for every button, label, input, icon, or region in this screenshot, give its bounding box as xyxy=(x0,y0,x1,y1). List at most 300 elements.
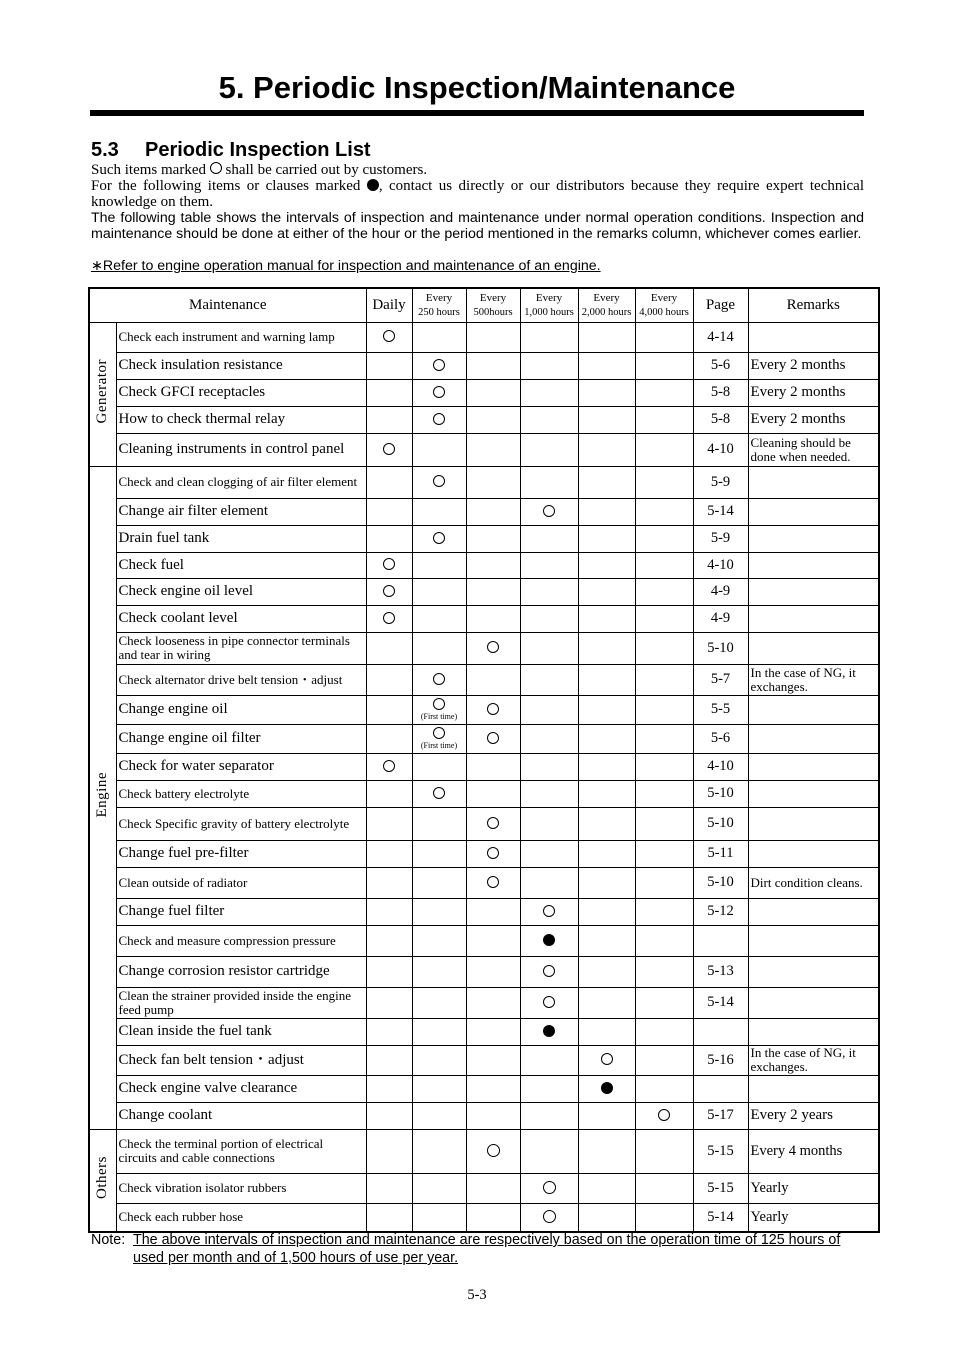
4000h-cell xyxy=(635,753,693,780)
4000h-cell xyxy=(635,1102,693,1129)
250h-cell xyxy=(412,1045,466,1075)
250h-cell xyxy=(412,525,466,552)
remarks xyxy=(748,987,879,1018)
open-circle-icon xyxy=(383,585,395,597)
table-row xyxy=(89,578,879,605)
table-header-row xyxy=(89,288,879,322)
daily-cell xyxy=(366,840,412,867)
250h-cell xyxy=(412,466,466,498)
500h-cell xyxy=(466,605,520,632)
remarks xyxy=(748,695,879,724)
maintenance-item: Cleaning instruments in control panel xyxy=(116,433,366,466)
daily-cell xyxy=(366,1018,412,1045)
remarks xyxy=(748,552,879,578)
section-heading xyxy=(91,139,371,162)
open-circle-icon xyxy=(383,330,395,342)
1000h-cell xyxy=(520,780,578,807)
2000h-cell xyxy=(578,1102,635,1129)
daily-cell xyxy=(366,1203,412,1232)
intro-line2-before: For the following items or clauses marked xyxy=(91,178,361,194)
250h-cell xyxy=(412,1102,466,1129)
table-row xyxy=(89,840,879,867)
daily-cell xyxy=(366,956,412,987)
remarks xyxy=(748,322,879,352)
remarks: Cleaning should be done when needed. xyxy=(748,433,879,466)
page-ref xyxy=(693,925,748,956)
500h-cell xyxy=(466,867,520,898)
intro-line1-after: shall be carried out by customers. xyxy=(225,162,428,178)
remarks xyxy=(748,632,879,664)
500h-cell xyxy=(466,352,520,379)
maintenance-item: Check and clean clogging of air filter element xyxy=(116,466,366,498)
maintenance-item: Clean the strainer provided inside the engine feed pump xyxy=(116,987,366,1018)
page-number: 5-3 xyxy=(467,1287,487,1303)
4000h-cell xyxy=(635,987,693,1018)
2000h-cell xyxy=(578,1075,635,1102)
1000h-cell xyxy=(520,406,578,433)
page-ref: 5-9 xyxy=(693,466,748,498)
open-circle-icon xyxy=(543,1210,556,1223)
open-circle-icon xyxy=(433,532,445,544)
table-row xyxy=(89,1018,879,1045)
open-circle-icon xyxy=(383,760,395,772)
filled-circle-icon xyxy=(543,934,555,946)
4000h-cell xyxy=(635,695,693,724)
250h-cell xyxy=(412,1075,466,1102)
page-ref: 5-16 xyxy=(693,1045,748,1075)
daily-cell xyxy=(366,664,412,695)
daily-cell xyxy=(366,525,412,552)
daily-cell xyxy=(366,632,412,664)
group-others xyxy=(89,1129,116,1232)
500h-cell xyxy=(466,1075,520,1102)
1000h-cell xyxy=(520,724,578,753)
table-row xyxy=(89,525,879,552)
1000h-cell xyxy=(520,867,578,898)
remarks xyxy=(748,780,879,807)
remarks xyxy=(748,724,879,753)
remarks xyxy=(748,1075,879,1102)
1000h-cell xyxy=(520,1018,578,1045)
2000h-cell xyxy=(578,987,635,1018)
250h-cell xyxy=(412,1129,466,1173)
2000h-cell xyxy=(578,898,635,925)
1000h-cell xyxy=(520,352,578,379)
500h-cell xyxy=(466,322,520,352)
daily-cell xyxy=(366,406,412,433)
remarks xyxy=(748,840,879,867)
1000h-cell xyxy=(520,466,578,498)
table-row xyxy=(89,352,879,379)
header-interval-label: 4,000 hours xyxy=(639,306,689,318)
page-ref xyxy=(693,1018,748,1045)
remarks: Yearly xyxy=(748,1173,879,1203)
250h-cell xyxy=(412,807,466,840)
daily-cell xyxy=(366,1102,412,1129)
page-ref: 5-8 xyxy=(693,406,748,433)
500h-cell xyxy=(466,1129,520,1173)
1000h-cell xyxy=(520,498,578,525)
daily-cell xyxy=(366,867,412,898)
table-row xyxy=(89,1129,879,1173)
1000h-cell xyxy=(520,322,578,352)
page-ref: 5-10 xyxy=(693,780,748,807)
title-rule xyxy=(90,110,864,116)
daily-cell xyxy=(366,1129,412,1173)
page-ref: 5-6 xyxy=(693,724,748,753)
intro-customer-items xyxy=(91,162,864,178)
table-row xyxy=(89,925,879,956)
page-ref: 5-14 xyxy=(693,1203,748,1232)
250h-cell xyxy=(412,379,466,406)
remarks xyxy=(748,753,879,780)
maintenance-item: Check fan belt tension・adjust xyxy=(116,1045,366,1075)
500h-cell xyxy=(466,840,520,867)
table-row xyxy=(89,632,879,664)
page-ref: 5-15 xyxy=(693,1173,748,1203)
page-ref: 5-14 xyxy=(693,498,748,525)
first-time-note: (First time) xyxy=(420,712,458,721)
daily-cell xyxy=(366,1173,412,1203)
500h-cell xyxy=(466,1045,520,1075)
remarks xyxy=(748,498,879,525)
open-circle-icon xyxy=(433,359,445,371)
table-row xyxy=(89,780,879,807)
1000h-cell xyxy=(520,925,578,956)
4000h-cell xyxy=(635,898,693,925)
4000h-cell xyxy=(635,525,693,552)
remarks: Every 2 months xyxy=(748,379,879,406)
500h-cell xyxy=(466,1018,520,1045)
header-interval-label: 1,000 hours xyxy=(524,306,574,318)
page-ref: 5-12 xyxy=(693,898,748,925)
maintenance-item: Drain fuel tank xyxy=(116,525,366,552)
header-every-label: Every xyxy=(425,291,453,304)
daily-cell xyxy=(366,987,412,1018)
remarks xyxy=(748,605,879,632)
maintenance-item: Change fuel filter xyxy=(116,898,366,925)
250h-cell xyxy=(412,780,466,807)
open-circle-icon xyxy=(487,732,499,744)
2000h-cell xyxy=(578,322,635,352)
maintenance-item: Check Specific gravity of battery electrolyte xyxy=(116,807,366,840)
4000h-cell xyxy=(635,807,693,840)
500h-cell xyxy=(466,724,520,753)
header-250-hours xyxy=(412,288,466,322)
daily-cell xyxy=(366,498,412,525)
intro-engine-reference: ∗Refer to engine operation manual for inspection and maintenance of an engine. xyxy=(91,258,601,274)
4000h-cell xyxy=(635,552,693,578)
daily-cell xyxy=(366,605,412,632)
daily-cell xyxy=(366,724,412,753)
250h-cell xyxy=(412,956,466,987)
header-daily: Daily xyxy=(366,288,412,322)
page-ref: 4-14 xyxy=(693,322,748,352)
250h-cell xyxy=(412,1018,466,1045)
250h-cell xyxy=(412,695,466,724)
open-circle-icon xyxy=(487,641,499,653)
250h-cell xyxy=(412,632,466,664)
4000h-cell xyxy=(635,867,693,898)
250h-cell xyxy=(412,406,466,433)
2000h-cell xyxy=(578,552,635,578)
2000h-cell xyxy=(578,840,635,867)
table-row xyxy=(89,1173,879,1203)
page-title: 5. Periodic Inspection/Maintenance xyxy=(218,70,736,105)
remarks xyxy=(748,807,879,840)
2000h-cell xyxy=(578,605,635,632)
table-row xyxy=(89,322,879,352)
page-ref: 5-10 xyxy=(693,867,748,898)
page-ref xyxy=(693,1075,748,1102)
table-row xyxy=(89,406,879,433)
250h-cell xyxy=(412,925,466,956)
remarks: In the case of NG, it exchanges. xyxy=(748,664,879,695)
header-every-label: Every xyxy=(650,291,678,304)
1000h-cell xyxy=(520,1075,578,1102)
remarks xyxy=(748,956,879,987)
page-ref: 5-10 xyxy=(693,632,748,664)
page-ref: 5-17 xyxy=(693,1102,748,1129)
500h-cell xyxy=(466,925,520,956)
4000h-cell xyxy=(635,605,693,632)
table-row xyxy=(89,552,879,578)
1000h-cell xyxy=(520,956,578,987)
maintenance-item: Change air filter element xyxy=(116,498,366,525)
1000h-cell xyxy=(520,1203,578,1232)
4000h-cell xyxy=(635,466,693,498)
open-circle-icon xyxy=(487,847,499,859)
4000h-cell xyxy=(635,498,693,525)
remarks: Every 2 months xyxy=(748,406,879,433)
table-row xyxy=(89,867,879,898)
daily-cell xyxy=(366,433,412,466)
header-every-label: Every xyxy=(479,291,507,304)
500h-cell xyxy=(466,498,520,525)
500h-cell xyxy=(466,807,520,840)
2000h-cell xyxy=(578,925,635,956)
open-circle-icon xyxy=(487,817,499,829)
maintenance-item: Check insulation resistance xyxy=(116,352,366,379)
1000h-cell xyxy=(520,632,578,664)
2000h-cell xyxy=(578,867,635,898)
4000h-cell xyxy=(635,578,693,605)
page-ref: 5-14 xyxy=(693,987,748,1018)
250h-cell xyxy=(412,664,466,695)
250h-cell xyxy=(412,605,466,632)
open-circle-icon xyxy=(601,1053,613,1065)
4000h-cell xyxy=(635,1173,693,1203)
group-label: Engine xyxy=(94,772,111,818)
maintenance-item: Check fuel xyxy=(116,552,366,578)
500h-cell xyxy=(466,695,520,724)
1000h-cell xyxy=(520,1129,578,1173)
250h-cell xyxy=(412,987,466,1018)
maintenance-item: Check GFCI receptacles xyxy=(116,379,366,406)
daily-cell xyxy=(366,578,412,605)
4000h-cell xyxy=(635,840,693,867)
250h-cell xyxy=(412,840,466,867)
header-page: Page xyxy=(693,288,748,322)
1000h-cell xyxy=(520,525,578,552)
open-circle-icon xyxy=(433,475,445,487)
500h-cell xyxy=(466,1173,520,1203)
header-1000-hours xyxy=(520,288,578,322)
2000h-cell xyxy=(578,1045,635,1075)
maintenance-item: Check for water separator xyxy=(116,753,366,780)
table-row xyxy=(89,1203,879,1232)
maintenance-item: Check coolant level xyxy=(116,605,366,632)
maintenance-item: Check battery electrolyte xyxy=(116,780,366,807)
table-row xyxy=(89,466,879,498)
intro-line2-after: , contact us directly or our distributors because they require expert technical knowledge on them. xyxy=(91,178,865,210)
500h-cell xyxy=(466,753,520,780)
remarks: Yearly xyxy=(748,1203,879,1232)
500h-cell xyxy=(466,406,520,433)
open-circle-icon xyxy=(383,443,395,455)
table-row xyxy=(89,695,879,724)
2000h-cell xyxy=(578,1173,635,1203)
500h-cell xyxy=(466,433,520,466)
4000h-cell xyxy=(635,925,693,956)
2000h-cell xyxy=(578,807,635,840)
250h-cell xyxy=(412,1173,466,1203)
group-label: Generator xyxy=(94,359,111,424)
remarks xyxy=(748,898,879,925)
note-label: Note: xyxy=(91,1232,126,1248)
table-row xyxy=(89,753,879,780)
1000h-cell xyxy=(520,1045,578,1075)
page-ref: 5-6 xyxy=(693,352,748,379)
daily-cell xyxy=(366,780,412,807)
header-500-hours xyxy=(466,288,520,322)
open-circle-icon xyxy=(433,413,445,425)
remarks: Every 2 years xyxy=(748,1102,879,1129)
maintenance-item: Clean inside the fuel tank xyxy=(116,1018,366,1045)
open-circle-icon xyxy=(433,727,445,739)
500h-cell xyxy=(466,632,520,664)
500h-cell xyxy=(466,552,520,578)
remarks: Every 4 months xyxy=(748,1129,879,1173)
500h-cell xyxy=(466,1203,520,1232)
section-title: Periodic Inspection List xyxy=(145,139,371,161)
1000h-cell xyxy=(520,840,578,867)
250h-cell xyxy=(412,322,466,352)
filled-circle-icon xyxy=(543,1025,555,1037)
maintenance-item: Change coolant xyxy=(116,1102,366,1129)
4000h-cell xyxy=(635,406,693,433)
daily-cell xyxy=(366,322,412,352)
500h-cell xyxy=(466,1102,520,1129)
250h-cell xyxy=(412,352,466,379)
daily-cell xyxy=(366,807,412,840)
open-circle-icon xyxy=(433,698,445,710)
open-circle-icon xyxy=(433,673,445,685)
daily-cell xyxy=(366,1045,412,1075)
1000h-cell xyxy=(520,605,578,632)
header-remarks: Remarks xyxy=(748,288,879,322)
4000h-cell xyxy=(635,780,693,807)
header-2000-hours xyxy=(578,288,635,322)
maintenance-item: Change engine oil filter xyxy=(116,724,366,753)
maintenance-item: Check engine oil level xyxy=(116,578,366,605)
header-interval-label: 250 hours xyxy=(418,306,460,318)
table-row xyxy=(89,898,879,925)
4000h-cell xyxy=(635,632,693,664)
page-ref: 4-10 xyxy=(693,433,748,466)
500h-cell xyxy=(466,987,520,1018)
4000h-cell xyxy=(635,1018,693,1045)
4000h-cell xyxy=(635,664,693,695)
table-row xyxy=(89,807,879,840)
page-ref: 5-7 xyxy=(693,664,748,695)
maintenance-item: Check alternator drive belt tension・adjust xyxy=(116,664,366,695)
2000h-cell xyxy=(578,753,635,780)
500h-cell xyxy=(466,664,520,695)
daily-cell xyxy=(366,379,412,406)
500h-cell xyxy=(466,578,520,605)
1000h-cell xyxy=(520,1173,578,1203)
page-ref: 5-15 xyxy=(693,1129,748,1173)
1000h-cell xyxy=(520,379,578,406)
250h-cell xyxy=(412,867,466,898)
250h-cell xyxy=(412,898,466,925)
open-circle-icon xyxy=(658,1109,670,1121)
page-ref: 5-5 xyxy=(693,695,748,724)
maintenance-item: Check the terminal portion of electrical circuits and cable connections xyxy=(116,1129,366,1173)
250h-cell xyxy=(412,498,466,525)
table-row xyxy=(89,1075,879,1102)
4000h-cell xyxy=(635,1129,693,1173)
open-circle-icon xyxy=(433,386,445,398)
1000h-cell xyxy=(520,898,578,925)
daily-cell xyxy=(366,352,412,379)
header-every-label: Every xyxy=(535,291,563,304)
group-engine xyxy=(89,466,116,1129)
page-ref: 5-10 xyxy=(693,807,748,840)
remarks: Every 2 months xyxy=(748,352,879,379)
table-row xyxy=(89,956,879,987)
table-row xyxy=(89,987,879,1018)
1000h-cell xyxy=(520,807,578,840)
page-ref: 4-10 xyxy=(693,753,748,780)
intro-line1-before: Such items marked xyxy=(91,162,206,178)
open-circle-icon xyxy=(487,1144,500,1157)
500h-cell xyxy=(466,898,520,925)
maintenance-item: Check each rubber hose xyxy=(116,1203,366,1232)
250h-cell xyxy=(412,578,466,605)
2000h-cell xyxy=(578,433,635,466)
maintenance-item: Check and measure compression pressure xyxy=(116,925,366,956)
remarks xyxy=(748,925,879,956)
1000h-cell xyxy=(520,987,578,1018)
open-circle-icon xyxy=(383,612,395,624)
1000h-cell xyxy=(520,695,578,724)
2000h-cell xyxy=(578,1203,635,1232)
table-row xyxy=(89,498,879,525)
maintenance-item: How to check thermal relay xyxy=(116,406,366,433)
table-row xyxy=(89,664,879,695)
table-row xyxy=(89,1102,879,1129)
note-text: The above intervals of inspection and maintenance are respectively based on the operation time of 125 hours of used per month and of 1,500 hours of use per year. xyxy=(133,1232,841,1266)
open-circle-icon xyxy=(383,558,395,570)
first-time-note: (First time) xyxy=(420,741,458,750)
250h-cell xyxy=(412,753,466,780)
4000h-cell xyxy=(635,956,693,987)
2000h-cell xyxy=(578,956,635,987)
2000h-cell xyxy=(578,1018,635,1045)
500h-cell xyxy=(466,525,520,552)
